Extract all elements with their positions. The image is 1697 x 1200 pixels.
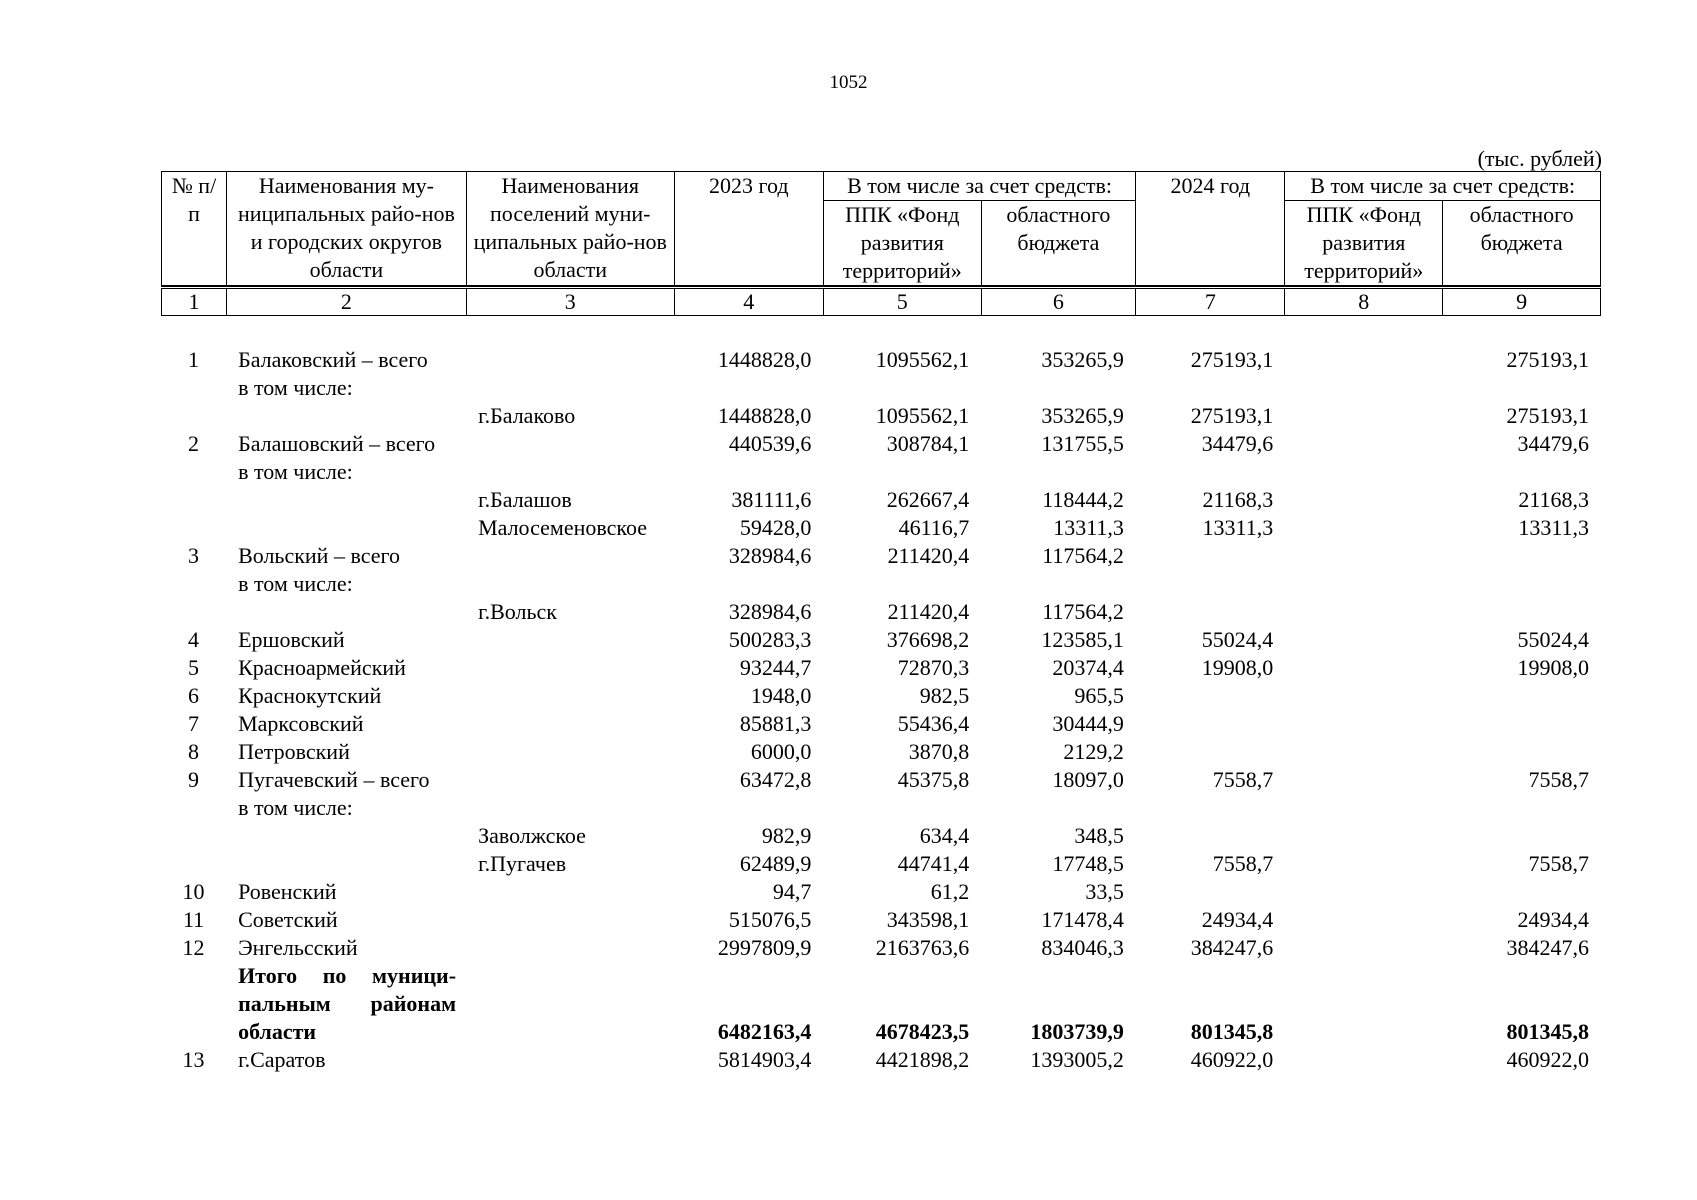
value-cell: 59428,0 <box>739 515 812 540</box>
value-cell: 460922,0 <box>1506 1047 1589 1072</box>
value-cell <box>1136 738 1285 766</box>
row-number: 11 <box>182 907 205 932</box>
district-cell <box>226 682 466 710</box>
header-num: 2 <box>227 288 467 316</box>
value-cell <box>1443 542 1601 598</box>
value-cell: 171478,4 <box>1041 907 1124 932</box>
district-subnote: в том числе: <box>238 795 353 820</box>
table-row <box>161 934 1601 962</box>
value-cell: 1448828,0 <box>717 403 812 428</box>
row-number: 6 <box>188 683 200 708</box>
value-cell <box>1285 346 1443 402</box>
table-row <box>161 906 1601 934</box>
header-col-fund-2024: ППК «Фонд развития территорий» <box>1285 201 1443 286</box>
district-name: Петровский <box>238 739 350 764</box>
row-number: 13 <box>182 1047 205 1072</box>
district-subnote: в том числе: <box>238 459 353 484</box>
table-row <box>161 626 1601 654</box>
value-cell <box>1136 598 1285 626</box>
value-cell <box>1285 598 1443 626</box>
total-value-cell <box>1285 962 1443 1046</box>
district-cell <box>226 626 466 654</box>
value-cell <box>1285 738 1443 766</box>
district-name: Балашовский – всего <box>238 431 436 456</box>
value-cell: 275193,1 <box>1190 347 1274 372</box>
value-cell: 30444,9 <box>1052 711 1124 736</box>
district-subnote: в том числе: <box>238 571 353 596</box>
value-cell <box>1285 430 1443 486</box>
value-cell <box>1285 710 1443 738</box>
settlement-name <box>466 934 674 962</box>
value-cell: 353265,9 <box>1041 403 1124 428</box>
value-cell: 1448828,0 <box>717 347 812 372</box>
table-row <box>161 346 1601 402</box>
value-cell: 834046,3 <box>1041 935 1124 960</box>
table-header <box>161 171 1601 316</box>
value-cell <box>1285 654 1443 682</box>
district-cell <box>226 486 466 514</box>
value-cell <box>1443 822 1601 850</box>
table-row <box>161 878 1601 906</box>
value-cell: 1393005,2 <box>1030 1047 1124 1072</box>
value-cell: 7558,7 <box>1528 851 1589 876</box>
district-cell <box>226 542 466 598</box>
value-cell: 965,5 <box>1074 683 1124 708</box>
district-cell <box>226 430 466 486</box>
header-num: 7 <box>1136 288 1285 316</box>
table-row <box>161 514 1601 542</box>
value-cell: 7558,7 <box>1212 767 1274 792</box>
header-num: 4 <box>674 288 823 316</box>
value-cell: 55436,4 <box>897 711 970 736</box>
value-cell <box>1136 822 1285 850</box>
district-name: г.Саратов <box>238 1047 326 1072</box>
district-cell <box>226 710 466 738</box>
header-num: 9 <box>1443 288 1601 316</box>
value-cell: 384247,6 <box>1190 935 1274 960</box>
settlement-name <box>466 346 674 402</box>
district-cell <box>226 934 466 962</box>
settlement-name <box>466 682 674 710</box>
value-cell: 117564,2 <box>1042 599 1124 624</box>
value-cell: 46116,7 <box>898 515 970 540</box>
value-cell: 515076,5 <box>728 907 812 932</box>
value-cell: 343598,1 <box>886 907 970 932</box>
value-cell: 328984,6 <box>728 599 812 624</box>
header-col-budget-2024: областного бюджета <box>1443 201 1601 286</box>
value-cell: 7558,7 <box>1528 767 1589 792</box>
value-cell <box>1285 906 1443 934</box>
value-cell <box>1285 626 1443 654</box>
page-number: 1052 <box>829 72 868 93</box>
value-cell <box>1285 850 1443 878</box>
value-cell <box>1285 542 1443 598</box>
header-col-number: № п/п <box>162 172 227 286</box>
value-cell: 7558,7 <box>1212 851 1274 876</box>
district-name: Ершовский <box>238 627 345 652</box>
value-cell: 262667,4 <box>886 487 970 512</box>
value-cell: 123585,1 <box>1041 627 1124 652</box>
value-cell <box>1443 710 1601 738</box>
value-cell <box>1136 542 1285 598</box>
table-row <box>161 542 1601 598</box>
total-row <box>161 962 1601 1046</box>
district-cell <box>226 346 466 402</box>
settlement-name <box>466 430 674 486</box>
value-cell: 634,4 <box>919 823 970 848</box>
value-cell: 55024,4 <box>1517 627 1589 652</box>
table-row <box>161 710 1601 738</box>
value-cell: 24934,4 <box>1517 907 1589 932</box>
settlement-name <box>466 710 674 738</box>
value-cell: 4421898,2 <box>875 1047 970 1072</box>
row-number: 12 <box>182 935 205 960</box>
value-cell: 1095562,1 <box>875 347 970 372</box>
value-cell <box>1443 738 1601 766</box>
value-cell <box>1285 514 1443 542</box>
table-row <box>161 1046 1601 1074</box>
value-cell: 61,2 <box>930 879 970 904</box>
settlement-name <box>466 542 674 598</box>
district-name: Краснокутский <box>238 683 382 708</box>
value-cell: 94,7 <box>772 879 812 904</box>
value-cell <box>1285 878 1443 906</box>
row-number: 3 <box>188 543 200 568</box>
district-name: Ровенский <box>238 879 337 904</box>
value-cell: 211420,4 <box>887 599 970 624</box>
value-cell <box>1285 934 1443 962</box>
header-num: 8 <box>1285 288 1443 316</box>
row-number: 2 <box>188 431 200 456</box>
settlement-name <box>466 654 674 682</box>
table-row <box>161 598 1601 626</box>
settlement-name <box>466 878 674 906</box>
data-table <box>161 346 1601 1074</box>
value-cell <box>1136 878 1285 906</box>
value-cell: 440539,6 <box>728 431 812 456</box>
value-cell <box>1443 598 1601 626</box>
district-cell <box>226 514 466 542</box>
district-cell <box>226 738 466 766</box>
settlement-name: г.Вольск <box>478 599 557 624</box>
value-cell: 17748,5 <box>1052 851 1124 876</box>
row-number: 4 <box>188 627 200 652</box>
row-number <box>161 402 226 430</box>
district-name: Марксовский <box>238 711 364 736</box>
district-name: Красноармейский <box>238 655 406 680</box>
table-row <box>161 850 1601 878</box>
value-cell: 308784,1 <box>886 431 970 456</box>
district-cell <box>226 598 466 626</box>
header-num: 5 <box>823 288 981 316</box>
units-label: (тыс. рублей) <box>1477 146 1602 171</box>
district-cell <box>226 402 466 430</box>
value-cell: 21168,3 <box>1518 487 1589 512</box>
value-cell <box>1443 878 1601 906</box>
district-subnote: в том числе: <box>238 375 353 400</box>
header-col-district: Наименования му-ниципальных райо-нов и городских округов области <box>227 172 467 286</box>
value-cell: 2997809,9 <box>717 935 812 960</box>
header-col-2024: 2024 год <box>1136 172 1285 286</box>
value-cell: 1948,0 <box>750 683 812 708</box>
table-row <box>161 654 1601 682</box>
value-cell: 19908,0 <box>1517 655 1589 680</box>
total-value-cell: 801345,8 <box>1190 1019 1274 1044</box>
value-cell: 460922,0 <box>1190 1047 1274 1072</box>
value-cell: 381111,6 <box>731 487 812 512</box>
settlement-name <box>466 766 674 822</box>
row-number: 1 <box>188 347 200 372</box>
settlement-name: г.Балаково <box>478 403 576 428</box>
value-cell: 13311,3 <box>1518 515 1589 540</box>
header-num: 6 <box>981 288 1136 316</box>
value-cell <box>1136 710 1285 738</box>
district-cell <box>226 654 466 682</box>
value-cell <box>1285 682 1443 710</box>
value-cell: 348,5 <box>1074 823 1124 848</box>
total-value-cell: 1803739,9 <box>1030 1019 1124 1044</box>
value-cell <box>1285 402 1443 430</box>
value-cell: 55024,4 <box>1201 627 1274 652</box>
value-cell: 131755,5 <box>1041 431 1124 456</box>
value-cell: 500283,3 <box>728 627 812 652</box>
value-cell <box>1443 682 1601 710</box>
header-num: 3 <box>466 288 674 316</box>
value-cell: 44741,4 <box>897 851 970 876</box>
district-cell <box>226 822 466 850</box>
table-row <box>161 682 1601 710</box>
value-cell: 328984,6 <box>728 543 812 568</box>
total-value-cell: 801345,8 <box>1506 1019 1589 1044</box>
value-cell: 33,5 <box>1085 879 1124 904</box>
total-value-cell: 4678423,5 <box>875 1019 970 1044</box>
header-group-2024-sources: В том числе за счет средств: <box>1285 172 1601 201</box>
table-row <box>161 430 1601 486</box>
row-number: 10 <box>182 879 205 904</box>
settlement-name: Малосеменовское <box>478 515 647 540</box>
value-cell <box>1136 682 1285 710</box>
value-cell: 6000,0 <box>750 739 812 764</box>
value-cell: 19908,0 <box>1201 655 1274 680</box>
table-row <box>161 402 1601 430</box>
row-number <box>161 514 226 542</box>
total-label: Итого по муници-пальным районам области <box>238 963 457 1044</box>
row-number <box>161 850 226 878</box>
table-row <box>161 822 1601 850</box>
value-cell: 211420,4 <box>887 543 970 568</box>
value-cell: 2163763,6 <box>875 935 970 960</box>
settlement-name <box>466 738 674 766</box>
value-cell: 13311,3 <box>1202 515 1274 540</box>
table-row <box>161 486 1601 514</box>
total-value-cell: 6482163,4 <box>717 1019 812 1044</box>
value-cell: 34479,6 <box>1201 431 1274 456</box>
header-group-2023-sources: В том числе за счет средств: <box>823 172 1135 201</box>
value-cell: 982,9 <box>761 823 812 848</box>
district-name: Пугачевский – всего <box>238 767 430 792</box>
value-cell <box>1285 486 1443 514</box>
header-col-settlement: Наименования поселений муни-ципальных райо-нов области <box>466 172 674 286</box>
value-cell: 118444,2 <box>1042 487 1124 512</box>
value-cell: 275193,1 <box>1190 403 1274 428</box>
district-cell <box>226 878 466 906</box>
header-col-2023: 2023 год <box>674 172 823 286</box>
value-cell: 353265,9 <box>1041 347 1124 372</box>
district-name: Энгельсский <box>238 935 358 960</box>
settlement-name: г.Балашов <box>478 487 572 512</box>
header-col-budget-2023: областного бюджета <box>981 201 1136 286</box>
settlement-name <box>466 962 674 1046</box>
settlement-name: г.Пугачев <box>478 851 567 876</box>
value-cell: 62489,9 <box>739 851 812 876</box>
district-cell <box>226 850 466 878</box>
value-cell: 2129,2 <box>1063 739 1124 764</box>
value-cell: 18097,0 <box>1052 767 1124 792</box>
district-cell <box>226 766 466 822</box>
value-cell: 384247,6 <box>1506 935 1589 960</box>
settlement-name <box>466 626 674 654</box>
value-cell: 45375,8 <box>897 767 970 792</box>
row-number <box>161 962 226 1046</box>
value-cell: 3870,8 <box>908 739 970 764</box>
value-cell: 982,5 <box>919 683 970 708</box>
value-cell: 85881,3 <box>739 711 812 736</box>
value-cell: 376698,2 <box>886 627 970 652</box>
row-number: 7 <box>188 711 200 736</box>
value-cell: 275193,1 <box>1506 403 1589 428</box>
district-name: Балаковский – всего <box>238 347 428 372</box>
settlement-name: Заволжское <box>478 823 586 848</box>
value-cell: 13311,3 <box>1053 515 1124 540</box>
value-cell: 93244,7 <box>739 655 812 680</box>
value-cell: 34479,6 <box>1517 431 1589 456</box>
value-cell: 24934,4 <box>1201 907 1274 932</box>
row-number <box>161 598 226 626</box>
header-col-fund-2023: ППК «Фонд развития территорий» <box>823 201 981 286</box>
district-name: Советский <box>238 907 338 932</box>
value-cell <box>1285 766 1443 822</box>
row-number: 8 <box>188 739 200 764</box>
value-cell: 21168,3 <box>1202 487 1274 512</box>
table-row <box>161 766 1601 822</box>
header-num: 1 <box>162 288 227 316</box>
row-number <box>161 822 226 850</box>
value-cell <box>1285 1046 1443 1074</box>
settlement-name <box>466 1046 674 1074</box>
settlement-name <box>466 906 674 934</box>
district-name: Вольский – всего <box>238 543 400 568</box>
value-cell: 5814903,4 <box>717 1047 812 1072</box>
value-cell <box>1285 822 1443 850</box>
row-number: 9 <box>188 767 200 792</box>
district-cell <box>226 906 466 934</box>
row-number <box>161 486 226 514</box>
value-cell: 1095562,1 <box>875 403 970 428</box>
table-row <box>161 738 1601 766</box>
value-cell: 117564,2 <box>1042 543 1124 568</box>
value-cell: 275193,1 <box>1506 347 1589 372</box>
value-cell: 63472,8 <box>739 767 812 792</box>
value-cell: 72870,3 <box>897 655 970 680</box>
value-cell: 20374,4 <box>1052 655 1124 680</box>
row-number: 5 <box>188 655 200 680</box>
